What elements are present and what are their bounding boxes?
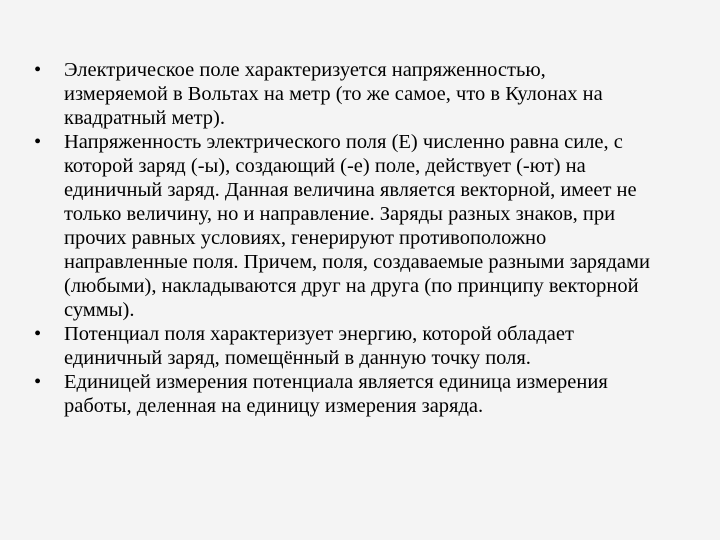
bullet-icon: •	[34, 59, 42, 81]
list-item	[34, 130, 654, 322]
bullet-text: Единицей измерения потенциала является единица измерения работы, деленная на единицу измерения заряда.	[64, 371, 608, 417]
list-item	[34, 322, 654, 370]
bullet-icon: •	[34, 371, 42, 393]
bullet-icon: •	[34, 131, 42, 153]
bullet-list	[34, 58, 654, 418]
bullet-text: Напряженность электрического поля (Е) численно равна силе, с которой заряд (-ы), создающий (-е) поле, действует (-ют) на единичный заряд. Данная величина является векторной, имеет не только величину, но и направление. Заряды разных знаков, при прочих равных условиях, генерируют противоположно направленные поля. Причем, поля, создаваемые разными зарядами (любыми), накладываются друг на друга (по принципу векторной суммы).	[64, 131, 650, 321]
bullet-icon: •	[34, 323, 42, 345]
list-item	[34, 58, 654, 130]
bullet-text: Потенциал поля характеризует энергию, которой обладает единичный заряд, помещённый в данную точку поля.	[64, 323, 574, 369]
bullet-text: Электрическое поле характеризуется напряженностью, измеряемой в Вольтах на метр (то же самое, что в Кулонах на квадратный метр).	[64, 59, 603, 129]
list-item	[34, 370, 654, 418]
